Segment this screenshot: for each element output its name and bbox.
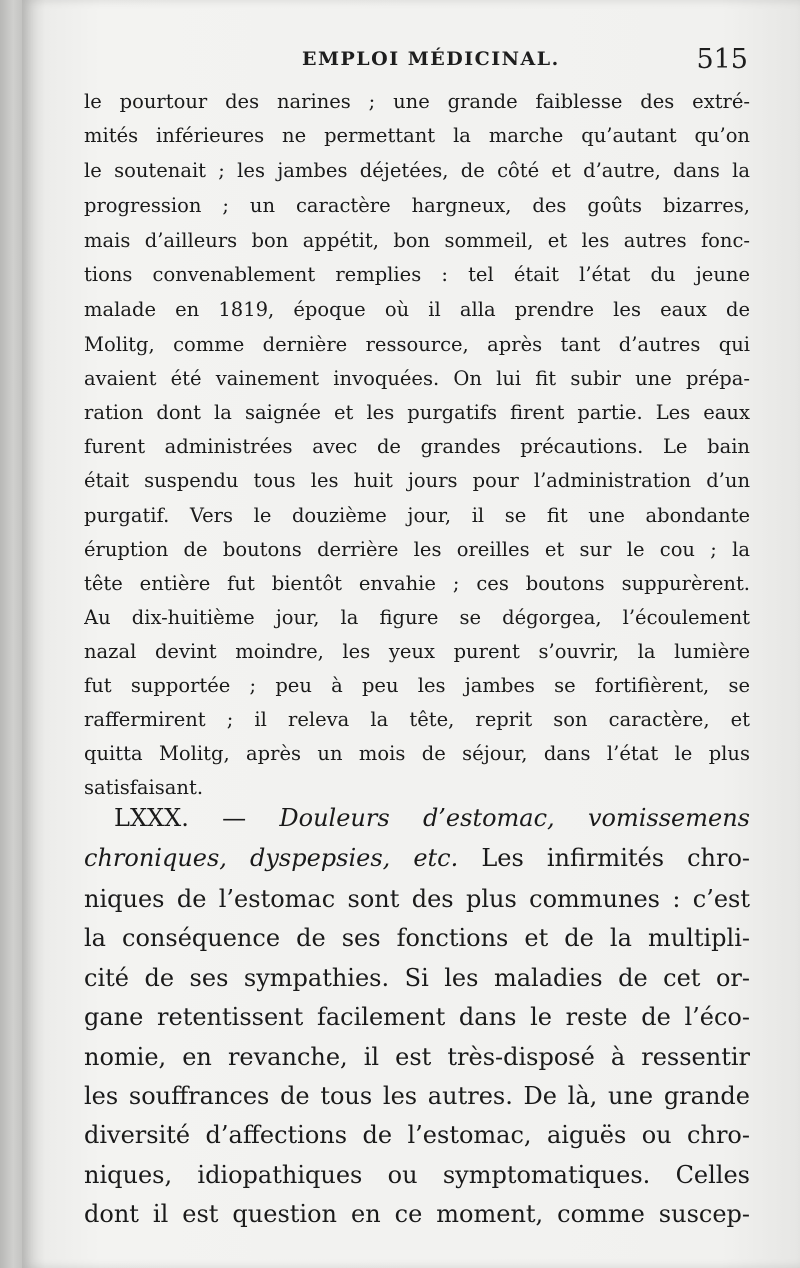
section-title: Douleurs d’estomac, vomissemens bbox=[279, 804, 750, 832]
text-line: satisfaisant. bbox=[84, 776, 204, 799]
text-line: malade en 1819, époque où il alla prendre les eaux de bbox=[84, 298, 750, 321]
section-dash: — bbox=[222, 804, 247, 832]
text-line: le pourtour des narines ; une grande faiblesse des extré- bbox=[84, 90, 750, 113]
text-line: niques de l’estomac sont des plus communes : c’est bbox=[84, 885, 750, 913]
book-gutter bbox=[0, 0, 22, 1268]
running-head bbox=[82, 44, 754, 78]
text-line: les souffrances de tous les autres. De là, une grande bbox=[84, 1082, 750, 1110]
text-line: quitta Molitg, après un mois de séjour, dans l’état le plus bbox=[84, 742, 750, 765]
text-line: éruption de boutons derrière les oreilles et sur le cou ; la bbox=[84, 538, 750, 561]
section-text-start: Les infirmités chro- bbox=[481, 844, 750, 872]
text-line: Au dix-huitième jour, la figure se dégorgea, l’écoulement bbox=[84, 606, 750, 629]
text-line: fut supportée ; peu à peu les jambes se fortifièrent, se bbox=[84, 674, 750, 697]
text-line: ration dont la saignée et les purgatifs firent partie. Les eaux bbox=[84, 401, 750, 424]
text-line: nomie, en revanche, il est très-disposé à ressentir bbox=[84, 1043, 750, 1071]
text-line: tête entière fut bientôt envahie ; ces boutons suppurèrent. bbox=[84, 572, 750, 595]
text-line: furent administrées avec de grandes précautions. Le bain bbox=[84, 435, 750, 458]
text-line: mais d’ailleurs bon appétit, bon sommeil, et les autres fonc- bbox=[84, 229, 750, 252]
text-line: la conséquence de ses fonctions et de la multipli- bbox=[84, 924, 750, 952]
text-line: raffermirent ; il releva la tête, reprit son caractère, et bbox=[84, 708, 750, 731]
section-number: LXXX. bbox=[114, 804, 189, 832]
text-line: avaient été vainement invoquées. On lui fit subir une prépa- bbox=[84, 367, 750, 390]
text-line: mités inférieures ne permettant la marche qu’autant qu’on bbox=[84, 124, 750, 147]
text-line: était suspendu tous les huit jours pour l’administration d’un bbox=[84, 469, 750, 492]
section-heading-continued bbox=[84, 836, 750, 880]
text-line: nazal devint moindre, les yeux purent s’ouvrir, la lumière bbox=[84, 640, 750, 663]
text-line: Molitg, comme dernière ressource, après tant d’autres qui bbox=[84, 333, 750, 356]
text-line: dont il est question en ce moment, comme suscep- bbox=[84, 1200, 750, 1228]
text-line: purgatif. Vers le douzième jour, il se fit une abondante bbox=[84, 504, 750, 527]
page-number: 515 bbox=[696, 44, 748, 75]
text-line: cité de ses sympathies. Si les maladies de cet or- bbox=[84, 964, 750, 992]
text-line: le soutenait ; les jambes déjetées, de côté et d’autre, dans la bbox=[84, 159, 750, 182]
text-line: progression ; un caractère hargneux, des goûts bizarres, bbox=[84, 194, 750, 217]
section-title-continued: chroniques, dyspepsies, etc. bbox=[84, 844, 459, 872]
running-title: EMPLOI MÉDICINAL. bbox=[302, 48, 560, 70]
text-line: gane retentissent facilement dans le reste de l’éco- bbox=[84, 1003, 750, 1031]
text-line: tions convenablement remplies : tel était l’état du jeune bbox=[84, 263, 750, 286]
text-line: niques, idiopathiques ou symptomatiques. Celles bbox=[84, 1161, 750, 1189]
text-line: diversité d’affections de l’estomac, aiguës ou chro- bbox=[84, 1121, 750, 1149]
section-heading bbox=[114, 796, 750, 840]
